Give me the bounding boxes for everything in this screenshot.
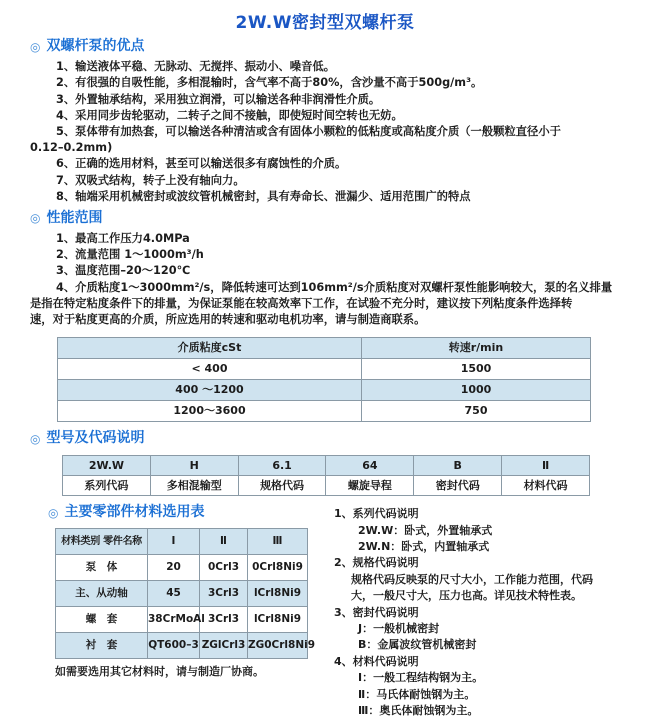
table-cell: 2W.W [63,456,151,476]
table-header-cell: Ⅲ [248,529,308,555]
table-cell: 20 [148,555,200,581]
section-bullet-icon: ◎ [30,39,41,54]
table-header-row [58,338,591,359]
table-cell: 6.1 [238,456,326,476]
table-cell: Ⅱ [502,456,590,476]
list-item: 6、正确的选用材料，甚至可以输送很多有腐蚀性的介质。 [56,157,347,171]
explanation-title: 3、密封代码说明 [334,605,419,619]
table-cell: 螺旋导程 [326,476,414,496]
list-item: 4、采用同步齿轮驱动，二转子之间不接触，即使短时间空转也无妨。 [56,108,403,122]
explanation-sub: Ⅰ：一般工程结构钢为主。 [358,671,484,685]
table-cell: 多相混输型 [150,476,238,496]
table-cell: H [150,456,238,476]
model-table-wrapper [0,451,650,496]
model-code-table [62,455,590,496]
table-header-cell: Ⅰ [148,529,200,555]
list-item-continuation: 0.12–0.2mm) [30,141,113,155]
list-item: 3、温度范围–20～120℃ [56,264,191,278]
list-item: 5、泵体带有加热套，可以输送各种清洁或含有固体小颗粒的低粘度或高粘度介质（一般颗粒直径小于 [56,124,561,138]
advantages-list [0,59,650,205]
viscosity-speed-table [57,337,591,422]
table-cell: ZG0Crl8Ni9 [248,633,308,659]
table-row [58,401,591,422]
explanation-sub: 规格代码反映泵的尺寸大小，工作能力范围，代码 [351,572,593,586]
material-table-wrapper [0,525,330,659]
table-cell: 材料代码 [502,476,590,496]
section-bullet-icon: ◎ [30,431,41,446]
explanation-sub: J：一般机械密封 [358,621,440,635]
section-heading-label: 性能范围 [46,209,103,226]
explanation-sub: 大，一般尺寸大，压力也高。详见技术特性表。 [351,589,582,603]
table-cell: 750 [362,401,591,422]
table-row [58,380,591,401]
list-item: 8、轴端采用机械密封或波纹管机械密封，具有寿命长、泄漏少、适用范围广的特点 [56,189,471,203]
explanation-sub: Ⅱ：马氏体耐蚀钢为主。 [358,687,476,701]
list-item: 4、介质粘度1～3000mm²/s，降低转速可达到106mm²/s介质粘度对双螺杆泵性能影响较大，泵的名义排量 [56,280,613,294]
table-cell: 38CrMoAl [148,607,200,633]
table-cell: 3Crl3 [200,581,248,607]
section-bullet-icon: ◎ [30,211,41,226]
material-note: 如需要选用其它材料时，请与制造厂协商。 [55,665,264,679]
table-cell: 1200～3600 [58,401,362,422]
table-cell: 系列代码 [63,476,151,496]
list-item-continuation: 速，对于粘度更高的介质，所应选用的转速和驱动电机功率，请与制造商联系。 [30,312,426,326]
table-row [56,633,308,659]
table-cell: lCrl8Ni9 [248,581,308,607]
table-cell: 衬 套 [56,633,148,659]
table-cell: 400 ～1200 [58,380,362,401]
table-cell: 64 [326,456,414,476]
list-item: 3、外置轴承结构，采用独立润滑，可以输送各种非润滑性介质。 [56,92,381,106]
list-item-continuation: 是指在特定粘度条件下的排量，为保证泵能在较高效率下工作，在试验不充分时，建议按下列粘度条件选择转 [30,296,573,310]
table-header-cell: 转速r/min [362,338,591,359]
table-header-cell: Ⅱ [200,529,248,555]
section-heading-label: 主要零部件材料选用表 [64,504,205,521]
list-item: 1、最高工作压力4.0MPa [56,231,190,245]
table-cell: 45 [148,581,200,607]
table-row [58,359,591,380]
viscosity-table-wrapper [0,331,650,422]
list-item: 2、有很强的自吸性能，多相混输时，含气率不高于80%，含沙量不高于500g/m³。 [56,76,483,90]
explanation-sub: B：金属波纹管机械密封 [358,638,477,652]
table-cell: 主、从动轴 [56,581,148,607]
table-cell: 1500 [362,359,591,380]
section-heading-advantages [0,36,650,57]
table-header-cell: 介质粘度cSt [58,338,362,359]
section-heading-model-code [0,422,650,449]
section-heading-performance [0,208,650,229]
explanation-sub: 2W.N：卧式，内置轴承式 [358,539,490,553]
section-bullet-icon: ◎ [48,505,59,520]
table-cell: 泵 体 [56,555,148,581]
table-cell: 规格代码 [238,476,326,496]
list-item: 7、双吸式结构，转子上没有轴向力。 [56,173,245,187]
list-item: 1、输送液体平稳、无脉动、无搅拌、振动小、噪音低。 [56,60,335,74]
explanation-title: 1、系列代码说明 [334,507,419,521]
explanation-title: 4、材料代码说明 [334,654,419,668]
table-cell: B [414,456,502,476]
performance-list [0,231,650,328]
table-cell: < 400 [58,359,362,380]
table-header-row [63,456,590,476]
table-row [56,581,308,607]
table-cell: 0Crl8Ni9 [248,555,308,581]
table-row [63,476,590,496]
section-heading-materials [0,502,330,523]
table-cell: ZGlCrl3 [200,633,248,659]
table-header-row [56,529,308,555]
page-title: 2W.W密封型双螺杆泵 [235,13,415,33]
table-row [56,607,308,633]
explanation-sub: Ⅲ：奥氏体耐蚀钢为主。 [358,704,479,718]
table-row [56,555,308,581]
table-header-cell: 材料类别 零件名称 [56,529,148,555]
code-explanation-column [330,502,650,719]
material-selection-table [55,528,316,659]
explanation-title: 2、规格代码说明 [334,556,419,570]
table-cell: 密封代码 [414,476,502,496]
list-item: 2、流量范围 1～1000m³/h [56,248,204,262]
section-heading-label: 型号及代码说明 [46,430,145,447]
explanation-list [334,506,650,719]
table-cell: 螺 套 [56,607,148,633]
table-cell: QT600–3 [148,633,200,659]
table-cell: 1000 [362,380,591,401]
materials-column [0,502,330,679]
table-cell: 3Crl3 [200,607,248,633]
bottom-columns [0,496,650,719]
explanation-sub: 2W.W：卧式，外置轴承式 [358,523,493,537]
table-cell: 0Crl3 [200,555,248,581]
table-cell: lCrl8Ni9 [248,607,308,633]
section-heading-label: 双螺杆泵的优点 [46,38,145,55]
